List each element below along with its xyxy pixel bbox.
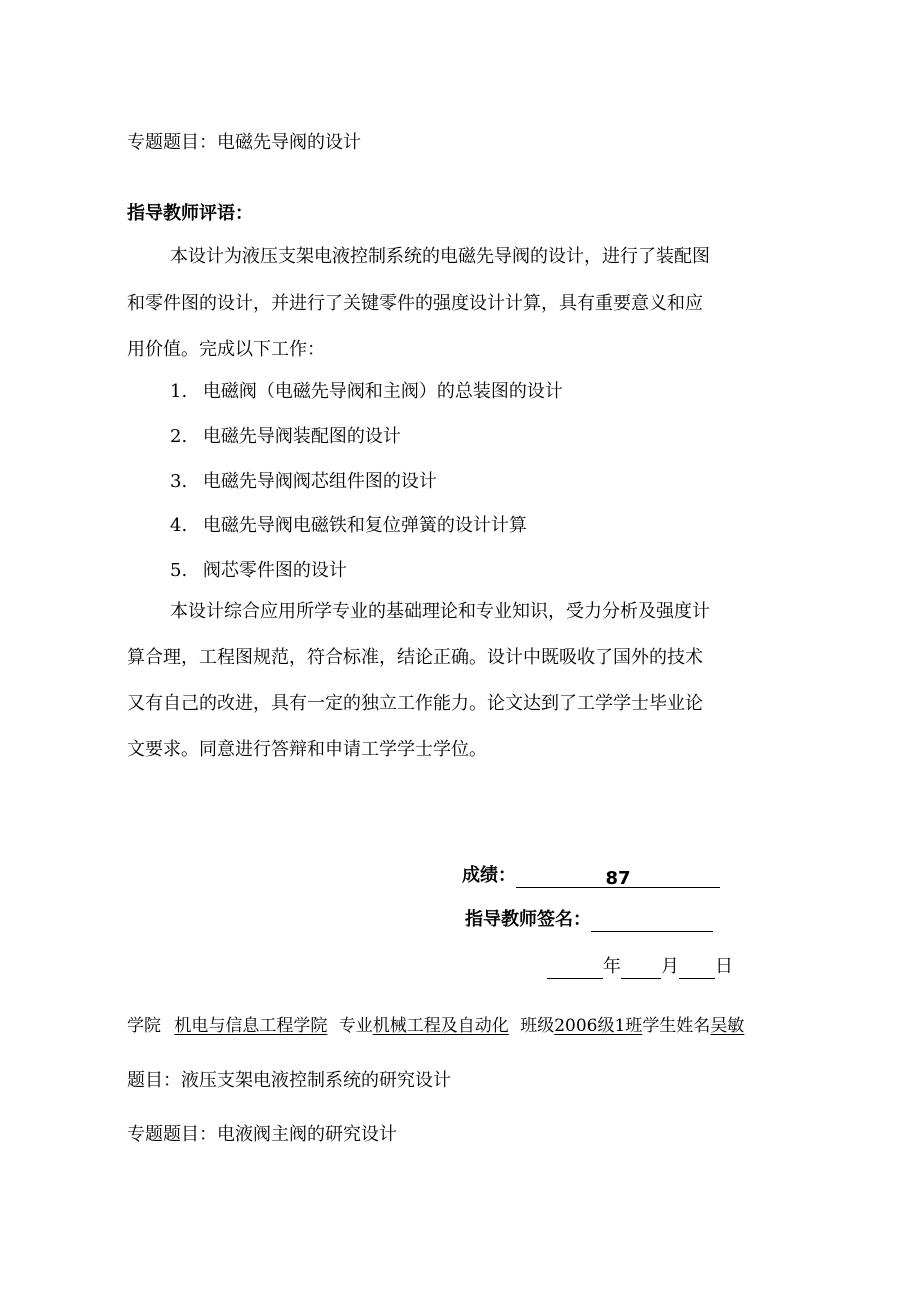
signature-field [591, 911, 713, 932]
list-item-number: 4. [170, 515, 188, 536]
list-item [170, 514, 527, 538]
list-item-text: 阀芯零件图的设计 [202, 560, 347, 581]
paragraph-line: 本设计综合应用所学专业的基础理论和专业知识，受力分析及强度计 [170, 601, 710, 622]
signature-label: 指导教师签名： [465, 909, 591, 930]
list-item [170, 425, 401, 449]
class-value: 2006级1班 [554, 1016, 643, 1036]
thesis-title: 题目：液压支架电液控制系统的研究设计 [127, 1070, 451, 1091]
paragraph-line: 文要求。同意进行答辩和申请工学学士学位。 [127, 739, 487, 760]
list-item-text: 电磁阀（电磁先导阀和主阀）的总装图的设计 [202, 381, 563, 402]
list-item-number: 3. [170, 471, 188, 492]
college-label: 学院 [127, 1016, 161, 1036]
list-item-text: 电磁先导阀装配图的设计 [202, 426, 401, 447]
signature-row [465, 908, 713, 932]
list-item [170, 380, 563, 404]
paragraph-line: 又有自己的改进，具有一定的独立工作能力。论文达到了工学学士毕业论 [127, 693, 703, 714]
score-row [462, 864, 720, 888]
paragraph-line: 用价值。完成以下工作： [127, 339, 325, 360]
score-label: 成绩： [462, 865, 516, 886]
list-item [170, 559, 347, 583]
special-topic-title-2: 专题题目：电液阀主阀的研究设计 [127, 1124, 397, 1145]
list-item-number: 2. [170, 426, 188, 447]
list-item-text: 电磁先导阀阀芯组件图的设计 [202, 471, 437, 492]
list-item [170, 470, 437, 494]
score-value: 87 [605, 868, 631, 889]
day-blank [679, 958, 715, 979]
month-blank [621, 958, 661, 979]
list-item-number: 1. [170, 381, 188, 402]
list-item-number: 5. [170, 560, 188, 581]
score-field [516, 867, 720, 888]
year-blank [547, 958, 603, 979]
major-label: 专业 [338, 1016, 373, 1036]
list-item-text: 电磁先导阀电磁铁和复位弹簧的设计计算 [202, 515, 527, 536]
year-label: 年 [603, 956, 621, 977]
student-name-value: 吴敏 [710, 1016, 745, 1036]
day-label: 日 [715, 956, 733, 977]
paragraph-line: 和零件图的设计，并进行了关键零件的强度设计计算，具有重要意义和应 [127, 293, 703, 314]
date-row [547, 955, 733, 979]
major-value: 机械工程及自动化 [372, 1016, 509, 1036]
comment-heading: 指导教师评语： [127, 203, 253, 224]
special-topic-title: 专题题目：电磁先导阀的设计 [127, 132, 361, 153]
paragraph-line: 算合理，工程图规范，符合标准，结论正确。设计中既吸收了国外的技术 [127, 647, 703, 668]
class-label: 班级 [520, 1016, 555, 1036]
student-info-row [127, 1014, 744, 1038]
student-name-label: 学生姓名 [642, 1016, 711, 1036]
month-label: 月 [661, 956, 679, 977]
college-value: 机电与信息工程学院 [174, 1016, 328, 1036]
paragraph-line: 本设计为液压支架电液控制系统的电磁先导阀的设计，进行了装配图 [170, 246, 710, 267]
